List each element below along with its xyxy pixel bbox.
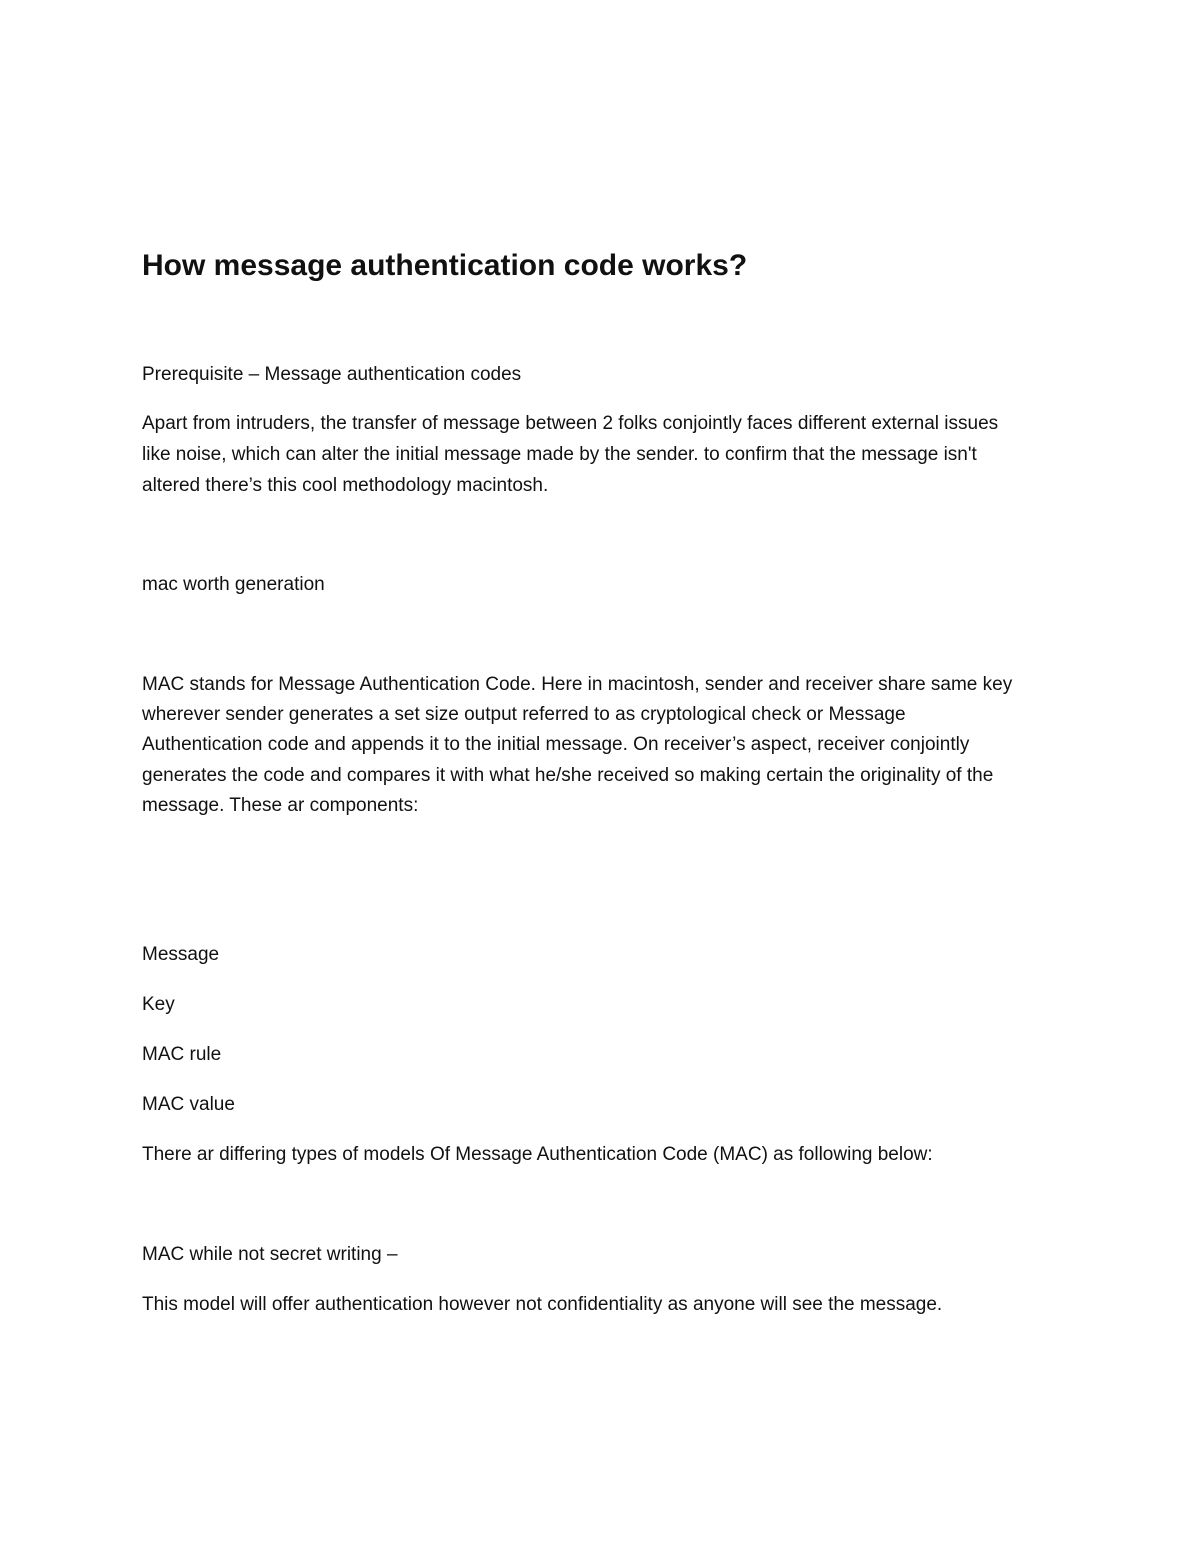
component-item: MAC rule bbox=[142, 1044, 222, 1065]
model-description: This model will offer authentication however not confidentiality as anyone will see the message. bbox=[142, 1294, 943, 1315]
mac-paragraph-line-2: wherever sender generates a set size output referred to as cryptological check or Message bbox=[142, 704, 906, 725]
model-heading: MAC while not secret writing – bbox=[142, 1244, 398, 1265]
intro-line-2: like noise, which can alter the initial message made by the sender. to confirm that the message isn't bbox=[142, 444, 977, 465]
prerequisite-line: Prerequisite – Message authentication codes bbox=[142, 364, 522, 385]
section-heading: mac worth generation bbox=[142, 574, 325, 595]
intro-line-3: altered there’s this cool methodology macintosh. bbox=[142, 475, 549, 496]
mac-paragraph-line-5: message. These ar components: bbox=[142, 795, 419, 816]
mac-paragraph-line-1: MAC stands for Message Authentication Code. Here in macintosh, sender and receiver share same key bbox=[142, 674, 1013, 695]
intro-line-1: Apart from intruders, the transfer of message between 2 folks conjointly faces different external issues bbox=[142, 413, 999, 434]
component-item: Message bbox=[142, 944, 220, 965]
models-intro: There ar differing types of models Of Message Authentication Code (MAC) as following below: bbox=[142, 1144, 933, 1165]
mac-paragraph-line-3: Authentication code and appends it to the initial message. On receiver’s aspect, receiver conjointly bbox=[142, 734, 970, 755]
component-item: MAC value bbox=[142, 1094, 235, 1115]
document-title: How message authentication code works? bbox=[142, 249, 748, 282]
mac-paragraph-line-4: generates the code and compares it with what he/she received so making certain the originality of the bbox=[142, 765, 994, 786]
component-item: Key bbox=[142, 994, 175, 1015]
